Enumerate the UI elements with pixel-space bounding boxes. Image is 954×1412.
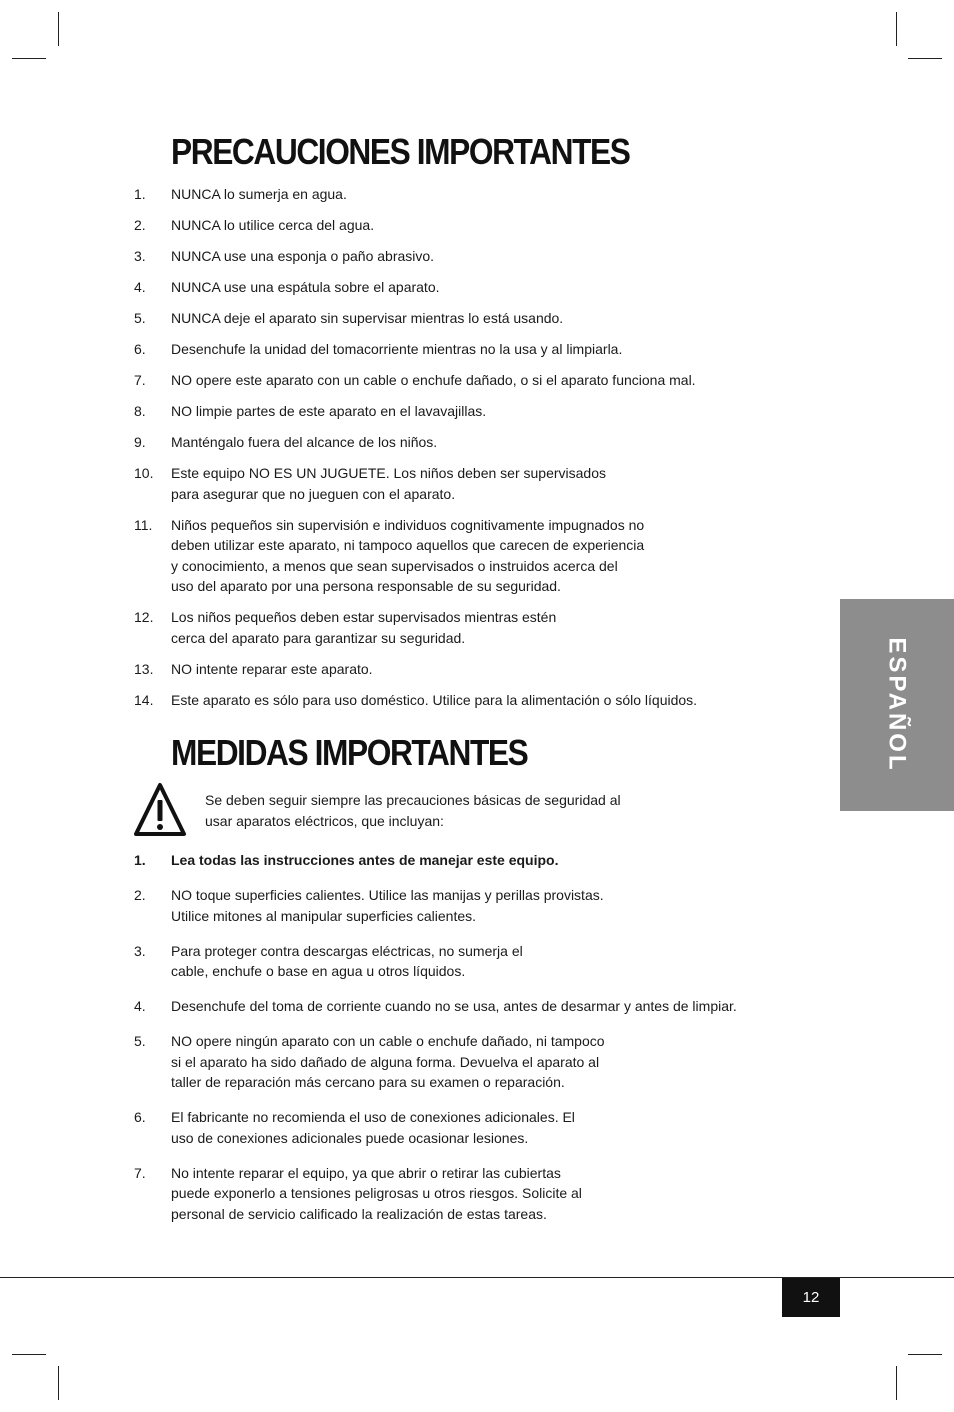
list-item-text: Este aparato es sólo para uso doméstico. Utilice para la alimentación o sólo líquidos. bbox=[171, 691, 698, 708]
list-item-text: NO limpie partes de este aparato en el lavavajillas. bbox=[171, 403, 487, 419]
list-item-number: 9. bbox=[134, 434, 146, 450]
list-item-text: Manténgalo fuera del alcance de los niños. bbox=[171, 434, 438, 450]
list-item-text: Para proteger contra descargas eléctricas, no sumerja el cable, enchufe o base en agua u otros líquidos. bbox=[171, 942, 523, 979]
list-item-number: 12. bbox=[134, 609, 154, 625]
list-item bbox=[0, 515, 954, 597]
list-item bbox=[0, 277, 954, 298]
crop-mark bbox=[908, 1354, 942, 1355]
list-item bbox=[0, 215, 954, 236]
list-item-text: NO opere este aparato con un cable o enchufe dañado, o si el aparato funciona mal. bbox=[171, 372, 696, 388]
warning-text: Se deben seguir siempre las precauciones básicas de seguridad al usar aparatos eléctricos, que incluyan: bbox=[205, 792, 621, 829]
list-item-number: 4. bbox=[134, 998, 146, 1014]
warning-triangle-icon bbox=[133, 782, 187, 838]
list-item-text: NUNCA use una esponja o paño abrasivo. bbox=[171, 248, 435, 264]
list-item bbox=[0, 308, 954, 329]
list-item-number: 2. bbox=[134, 217, 146, 233]
list-item-text: Desenchufe la unidad del tomacorriente mientras no la usa y al limpiarla. bbox=[171, 341, 623, 357]
list-item-text: NUNCA deje el aparato sin supervisar mientras lo está usando. bbox=[171, 310, 564, 326]
list-item-text: Los niños pequeños deben estar supervisados mientras estén cerca del aparato para garantizar su seguridad. bbox=[171, 609, 557, 646]
list-item bbox=[0, 432, 954, 453]
section-title-medidas: MEDIDAS IMPORTANTES bbox=[171, 732, 528, 773]
list-item-number: 5. bbox=[134, 1033, 146, 1049]
section-title-precauciones: PRECAUCIONES IMPORTANTES bbox=[171, 131, 630, 172]
list-item bbox=[0, 1163, 954, 1225]
list-item-number: 11. bbox=[134, 516, 153, 533]
list-item-number: 5. bbox=[134, 310, 146, 326]
list-item-text: NUNCA use una espátula sobre el aparato. bbox=[171, 279, 440, 295]
crop-mark bbox=[58, 1366, 59, 1400]
list-item-text: El fabricante no recomienda el uso de conexiones adicionales. El uso de conexiones adicionales puede ocasionar lesiones. bbox=[171, 1109, 575, 1146]
list-item-number: 6. bbox=[134, 1109, 146, 1125]
list-item bbox=[0, 690, 954, 711]
crop-mark bbox=[896, 12, 897, 46]
list-item-number: 4. bbox=[134, 279, 146, 295]
list-item-text: Lea todas las instrucciones antes de manejar este equipo. bbox=[171, 852, 559, 868]
list-item-text: Desenchufe del toma de corriente cuando no se usa, antes de desarmar y antes de limpiar. bbox=[171, 998, 737, 1014]
crop-mark bbox=[12, 58, 46, 59]
list-item bbox=[0, 463, 954, 504]
measures-list bbox=[0, 850, 954, 1224]
crop-mark bbox=[908, 58, 942, 59]
list-item-number: 3. bbox=[134, 248, 146, 264]
list-item-text: Niños pequeños sin supervisión e individuos cognitivamente impugnados no deben utilizar este aparato, ni tampoco aquellos que carecen de experiencia y conocimiento, a menos que sean supervisados o instruidos acerca del uso del aparato por una persona responsable de su seguridad. bbox=[171, 516, 645, 594]
list-item bbox=[0, 1031, 954, 1093]
list-item-number: 1. bbox=[134, 186, 146, 202]
list-item bbox=[0, 184, 954, 205]
list-item bbox=[0, 607, 954, 648]
crop-mark bbox=[12, 1354, 46, 1355]
list-item-number: 14. bbox=[134, 691, 154, 708]
language-tab-label: ESPAÑOL bbox=[884, 637, 912, 773]
crop-mark bbox=[58, 12, 59, 46]
page-number: 12 bbox=[782, 1278, 840, 1317]
list-item-text: NUNCA lo utilice cerca del agua. bbox=[171, 217, 375, 233]
list-item bbox=[0, 246, 954, 267]
list-item bbox=[0, 401, 954, 422]
list-item-number: 8. bbox=[134, 403, 146, 419]
list-item-number: 10. bbox=[134, 465, 154, 481]
list-item-text: NO opere ningún aparato con un cable o enchufe dañado, ni tampoco si el aparato ha sido dañado de alguna forma. Devuelva el aparato al taller de reparación más cercano para su examen o reparación. bbox=[171, 1033, 605, 1090]
list-item-number: 7. bbox=[134, 1164, 146, 1181]
list-item bbox=[0, 996, 954, 1017]
list-item-number: 6. bbox=[134, 341, 146, 357]
list-item-text: NO intente reparar este aparato. bbox=[171, 660, 373, 677]
list-item-number: 3. bbox=[134, 942, 146, 959]
list-item bbox=[0, 370, 954, 391]
crop-mark bbox=[896, 1366, 897, 1400]
list-item-number: 13. bbox=[134, 660, 154, 677]
list-item-text: NO toque superficies calientes. Utilice las manijas y perillas provistas. Utilice mitones al manipular superficies calientes. bbox=[171, 887, 604, 924]
list-item-number: 2. bbox=[134, 887, 146, 903]
list-item-number: 1. bbox=[134, 852, 146, 868]
precautions-list bbox=[0, 184, 954, 710]
list-item bbox=[0, 885, 954, 926]
list-item bbox=[0, 1107, 954, 1148]
list-item bbox=[0, 659, 954, 680]
list-item bbox=[0, 941, 954, 982]
list-item-text: No intente reparar el equipo, ya que abrir o retirar las cubiertas puede exponerlo a tensiones peligrosas u otros riesgos. Solicite al personal de servicio calificado la realización de estas tareas. bbox=[171, 1164, 582, 1222]
list-item-number: 7. bbox=[134, 372, 146, 388]
list-item-text: Este equipo NO ES UN JUGUETE. Los niños deben ser supervisados para asegurar que no jueguen con el aparato. bbox=[171, 465, 606, 502]
list-item-text: NUNCA lo sumerja en agua. bbox=[171, 186, 347, 202]
list-item bbox=[0, 850, 954, 871]
language-tab bbox=[840, 599, 954, 811]
list-item bbox=[0, 339, 954, 360]
